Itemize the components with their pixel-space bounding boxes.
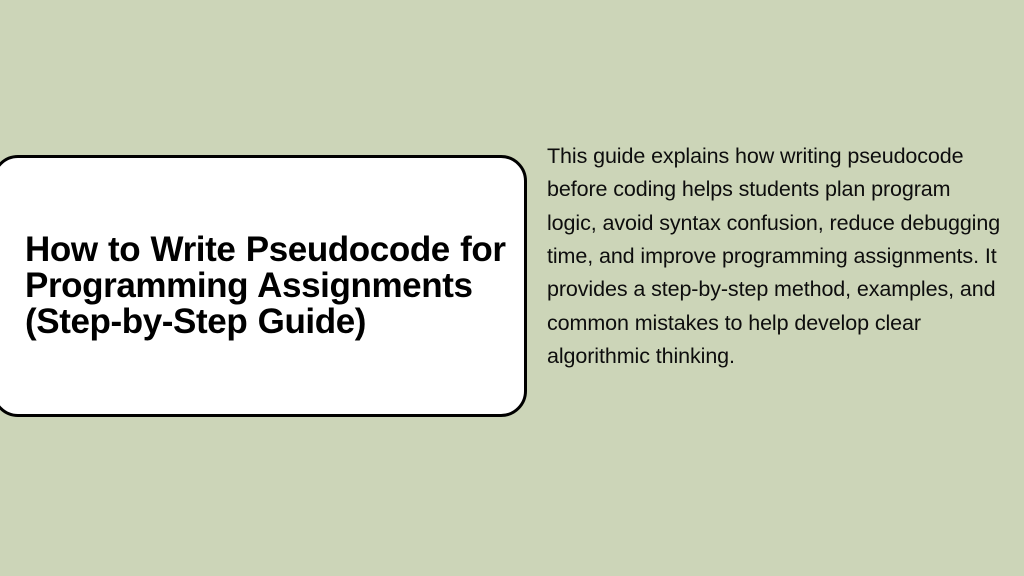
title-card [0,155,527,417]
summary-paragraph: This guide explains how writing pseudocode before coding helps students plan program logic, avoid syntax confusion, reduce debugging time, and improve programming assignments. It provides a step-by-step method, examples, and common mistakes to help develop clear algorithmic thinking. [547,144,1001,368]
page-title: How to Write Pseudocode for Programming Assignments (Step-by-Step Guide) [25,229,506,342]
